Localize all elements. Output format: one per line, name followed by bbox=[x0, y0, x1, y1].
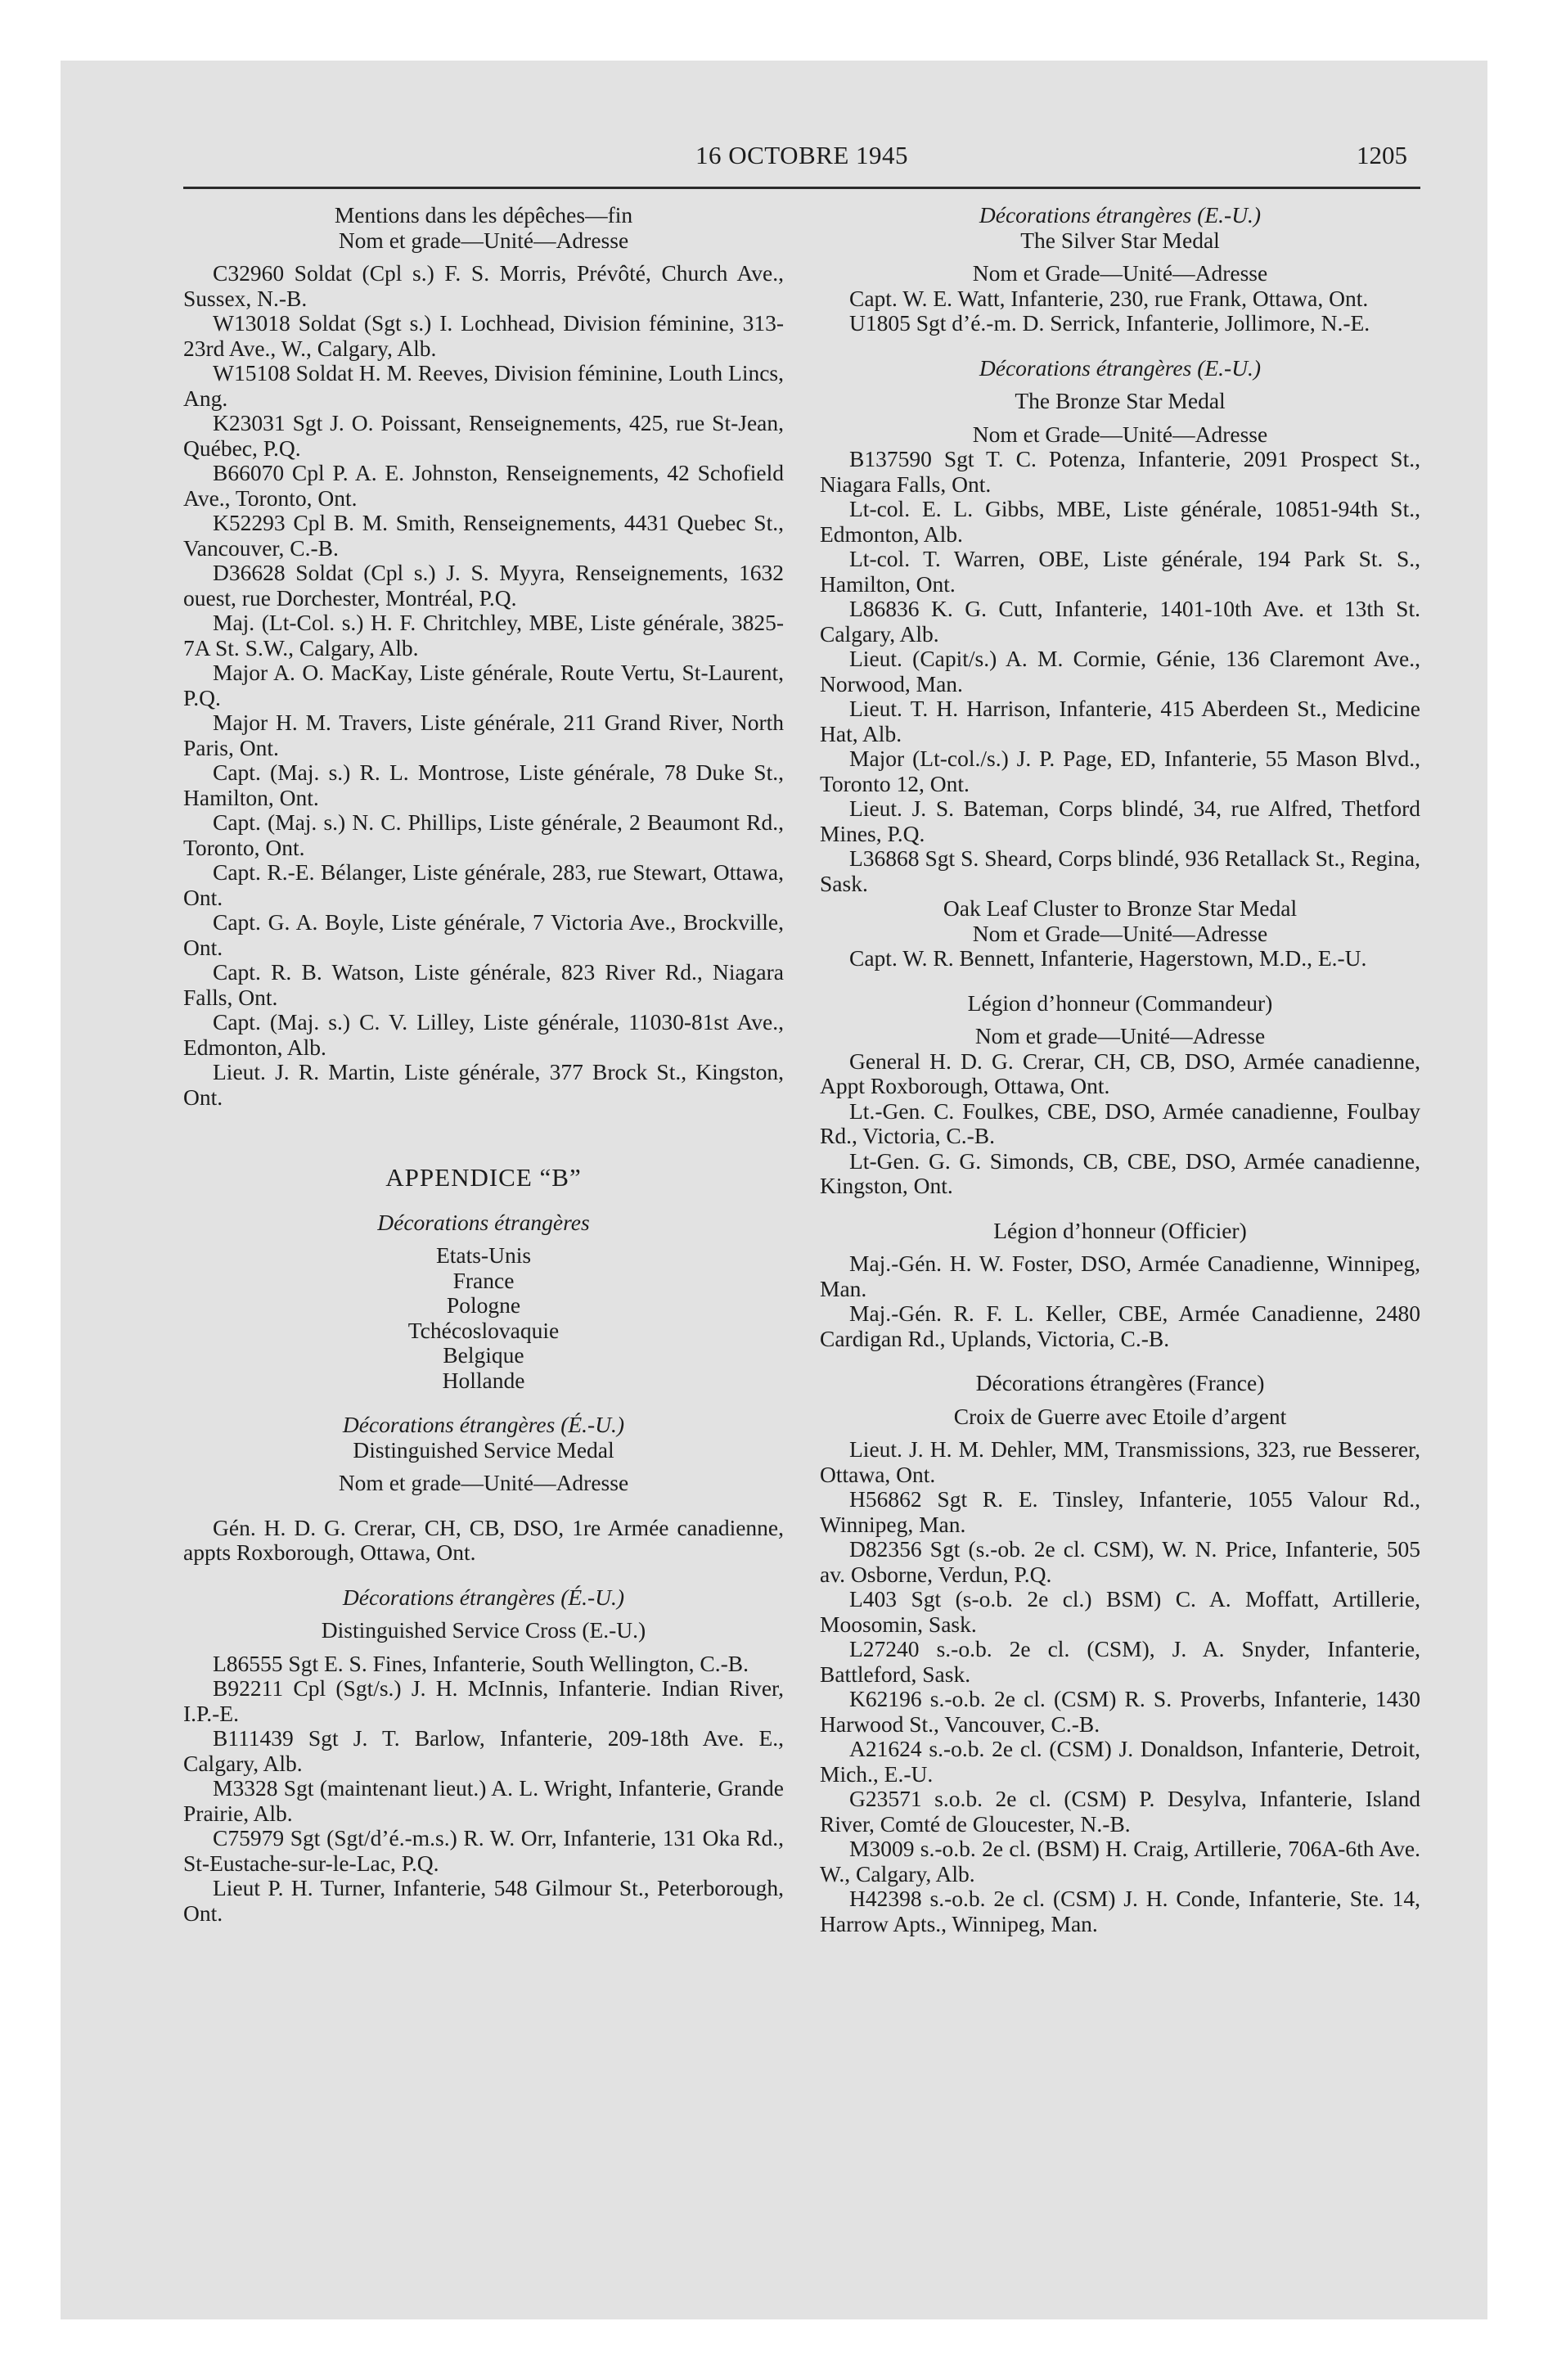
header-rule bbox=[183, 187, 1420, 189]
list-entry: Capt. W. R. Bennett, Infanterie, Hagerstown, M.D., E.-U. bbox=[849, 945, 1367, 971]
bronze-subtitle: Nom et Grade—Unité—Adresse bbox=[972, 421, 1268, 447]
list-entry: M3009 s.-o.b. 2e cl. (BSM) H. Craig, Artillerie, 706A-6th Ave. W., Calgary, Alb. bbox=[820, 1836, 1420, 1886]
page-date: 16 OCTOBRE 1945 bbox=[695, 141, 909, 169]
list-entry: Lieut. J. R. Martin, Liste générale, 377 Brock St., Kingston, Ont. bbox=[183, 1059, 784, 1110]
list-entry: B137590 Sgt T. C. Potenza, Infanterie, 2091 Prospect St., Niagara Falls, Ont. bbox=[820, 446, 1420, 497]
list-entry: K62196 s.-o.b. 2e cl. (CSM) R. S. Proverbs, Infanterie, 1430 Harwood St., Vancouver, C.-B. bbox=[820, 1686, 1420, 1737]
list-entry: K52293 Cpl B. M. Smith, Renseignements, 4431 Quebec St., Vancouver, C.-B. bbox=[183, 510, 784, 561]
country-item: Tchécoslovaquie bbox=[407, 1317, 560, 1343]
list-entry: Major A. O. MacKay, Liste générale, Route Vertu, St-Laurent, P.Q. bbox=[183, 660, 784, 710]
list-entry: W13018 Soldat (Sgt s.) I. Lochhead, Division féminine, 313-23rd Ave., W., Calgary, Alb. bbox=[183, 310, 784, 361]
lh-commandeur-list bbox=[820, 1049, 1420, 1199]
list-entry: L27240 s.-o.b. 2e cl. (CSM), J. A. Snyder, Infanterie, Battleford, Sask. bbox=[820, 1636, 1420, 1687]
france-section-title: Décorations étrangères (France) bbox=[975, 1370, 1265, 1395]
dsm-medal-name: Distinguished Service Medal bbox=[353, 1436, 614, 1463]
appendix-subtitle: Décorations étrangères bbox=[377, 1209, 590, 1235]
bronze-section-title: Décorations étrangères (E.-U.) bbox=[979, 354, 1262, 381]
mentions-list bbox=[183, 261, 784, 1110]
france-list bbox=[820, 1437, 1420, 1936]
list-entry: C32960 Soldat (Cpl s.) F. S. Morris, Prévôté, Church Ave., Sussex, N.-B. bbox=[183, 260, 784, 311]
oak-leaf-list bbox=[820, 946, 1420, 971]
list-entry: D36628 Soldat (Cpl s.) J. S. Myyra, Renseignements, 1632 ouest, rue Dorchester, Montréal, P.Q. bbox=[183, 560, 784, 611]
silver-section-title: Décorations étrangères (E.-U.) bbox=[979, 202, 1262, 228]
lh-commandeur-title: Légion d’honneur (Commandeur) bbox=[967, 989, 1273, 1016]
country-item: Belgique bbox=[443, 1342, 524, 1368]
list-entry: Major (Lt-col./s.) J. P. Page, ED, Infanterie, 55 Mason Blvd., Toronto 12, Ont. bbox=[820, 746, 1420, 796]
left-column bbox=[183, 203, 784, 1926]
list-entry: H42398 s.-o.b. 2e cl. (CSM) J. H. Conde, Infanterie, Ste. 14, Harrow Apts., Winnipeg, Man. bbox=[820, 1886, 1420, 1936]
list-entry: Capt. (Maj. s.) N. C. Phillips, Liste générale, 2 Beaumont Rd., Toronto, Ont. bbox=[183, 809, 784, 860]
lh-commandeur-subtitle: Nom et grade—Unité—Adresse bbox=[974, 1023, 1266, 1048]
dsc-medal-name: Distinguished Service Cross (E.-U.) bbox=[321, 1617, 646, 1643]
list-entry: Lieut P. H. Turner, Infanterie, 548 Gilmour St., Peterborough, Ont. bbox=[183, 1875, 784, 1926]
oak-leaf-subtitle: Nom et Grade—Unité—Adresse bbox=[972, 920, 1268, 946]
page-number: 1205 bbox=[1357, 141, 1407, 169]
appendix-title: APPENDICE “B” bbox=[385, 1163, 582, 1192]
dsc-section-title: Décorations étrangères (É.-U.) bbox=[342, 1584, 625, 1610]
list-entry: W15108 Soldat H. M. Reeves, Division féminine, Louth Lincs, Ang. bbox=[183, 360, 784, 411]
page-header bbox=[183, 137, 1420, 177]
country-item: Pologne bbox=[446, 1292, 521, 1318]
list-entry: L86836 K. G. Cutt, Infanterie, 1401-10th Ave. et 13th St. Calgary, Alb. bbox=[820, 596, 1420, 647]
list-entry: Capt. (Maj. s.) R. L. Montrose, Liste générale, 78 Duke St., Hamilton, Ont. bbox=[183, 760, 784, 810]
list-entry: D82356 Sgt (s.-ob. 2e cl. CSM), W. N. Price, Infanterie, 505 av. Osborne, Verdun, P.Q. bbox=[820, 1536, 1420, 1587]
list-entry: H56862 Sgt R. E. Tinsley, Infanterie, 1055 Valour Rd., Winnipeg, Man. bbox=[820, 1486, 1420, 1537]
list-entry: M3328 Sgt (maintenant lieut.) A. L. Wright, Infanterie, Grande Prairie, Alb. bbox=[183, 1775, 784, 1826]
list-entry: U1805 Sgt d’é.-m. D. Serrick, Infanterie, Jollimore, N.-E. bbox=[849, 310, 1370, 336]
silver-medal-name: The Silver Star Medal bbox=[1020, 227, 1220, 253]
list-entry: Major H. M. Travers, Liste générale, 211 Grand River, North Paris, Ont. bbox=[183, 710, 784, 760]
list-entry: Maj.-Gén. H. W. Foster, DSO, Armée Canadienne, Winnipeg, Man. bbox=[820, 1251, 1420, 1301]
list-entry: Capt. W. E. Watt, Infanterie, 230, rue Frank, Ottawa, Ont. bbox=[849, 285, 1369, 311]
list-entry: Lt.-Gen. C. Foulkes, CBE, DSO, Armée canadienne, Foulbay Rd., Victoria, C.-B. bbox=[820, 1098, 1420, 1148]
list-entry: Lieut. J. H. M. Dehler, MM, Transmissions, 323, rue Besserer, Ottawa, Ont. bbox=[820, 1436, 1420, 1487]
dsm-subtitle: Nom et grade—Unité—Adresse bbox=[338, 1470, 629, 1495]
country-item: Etats-Unis bbox=[435, 1242, 532, 1268]
list-entry: Lieut. J. S. Bateman, Corps blindé, 34, rue Alfred, Thetford Mines, P.Q. bbox=[820, 796, 1420, 846]
list-entry: Gén. H. D. G. Crerar, CH, CB, DSO, 1re Armée canadienne, appts Roxborough, Ottawa, Ont. bbox=[183, 1514, 784, 1565]
list-entry: Maj. (Lt-Col. s.) H. F. Chritchley, MBE, Liste générale, 3825-7A St. S.W., Calgary, Alb. bbox=[183, 610, 784, 660]
country-list bbox=[183, 1243, 784, 1393]
list-entry: Lieut. (Capit/s.) A. M. Cormie, Génie, 136 Claremont Ave., Norwood, Man. bbox=[820, 646, 1420, 696]
list-entry: Lieut. T. H. Harrison, Infanterie, 415 Aberdeen St., Medicine Hat, Alb. bbox=[820, 696, 1420, 746]
dsm-section-title: Décorations étrangères (É.-U.) bbox=[342, 1412, 625, 1437]
silver-subtitle: Nom et Grade—Unité—Adresse bbox=[972, 260, 1268, 286]
country-item: France bbox=[452, 1267, 515, 1293]
oak-leaf-title: Oak Leaf Cluster to Bronze Star Medal bbox=[943, 895, 1298, 921]
list-entry: B92211 Cpl (Sgt/s.) J. H. McInnis, Infanterie. Indian River, I.P.-E. bbox=[183, 1675, 784, 1726]
list-entry: B111439 Sgt J. T. Barlow, Infanterie, 209-18th Ave. E., Calgary, Alb. bbox=[183, 1725, 784, 1776]
list-entry: Lt-col. T. Warren, OBE, Liste générale, 194 Park St. S., Hamilton, Ont. bbox=[820, 546, 1420, 597]
list-entry: Capt. (Maj. s.) C. V. Lilley, Liste générale, 11030-81st Ave., Edmonton, Alb. bbox=[183, 1009, 784, 1060]
list-entry: Capt. G. A. Boyle, Liste générale, 7 Victoria Ave., Brockville, Ont. bbox=[183, 909, 784, 960]
lh-officier-list bbox=[820, 1251, 1420, 1351]
silver-list bbox=[820, 286, 1420, 336]
list-entry: Capt. R. B. Watson, Liste générale, 823 River Rd., Niagara Falls, Ont. bbox=[183, 959, 784, 1010]
list-entry: A21624 s.-o.b. 2e cl. (CSM) J. Donaldson, Infanterie, Detroit, Mich., E.-U. bbox=[820, 1736, 1420, 1787]
list-entry: Maj.-Gén. R. F. L. Keller, CBE, Armée Canadienne, 2480 Cardigan Rd., Uplands, Victoria, C.-B. bbox=[820, 1300, 1420, 1351]
list-entry: B66070 Cpl P. A. E. Johnston, Renseignements, 42 Schofield Ave., Toronto, Ont. bbox=[183, 460, 784, 511]
mentions-title: Mentions dans les dépêches—fin bbox=[334, 202, 633, 228]
lh-officier-title: Légion d’honneur (Officier) bbox=[993, 1217, 1247, 1243]
bronze-list bbox=[820, 447, 1420, 896]
list-entry: Capt. R.-E. Bélanger, Liste générale, 283, rue Stewart, Ottawa, Ont. bbox=[183, 859, 784, 910]
list-entry: C75979 Sgt (Sgt/d’é.-m.s.) R. W. Orr, Infanterie, 131 Oka Rd., St-Eustache-sur-le-Lac, P.Q. bbox=[183, 1825, 784, 1876]
list-entry: G23571 s.o.b. 2e cl. (CSM) P. Desylva, Infanterie, Island River, Comté de Gloucester, N.-B. bbox=[820, 1786, 1420, 1837]
list-entry: General H. D. G. Crerar, CH, CB, DSO, Armée canadienne, Appt Roxborough, Ottawa, Ont. bbox=[820, 1048, 1420, 1098]
list-entry: Lt-col. E. L. Gibbs, MBE, Liste générale, 10851-94th St., Edmonton, Alb. bbox=[820, 496, 1420, 547]
list-entry: L403 Sgt (s-o.b. 2e cl.) BSM) C. A. Moffatt, Artillerie, Moosomin, Sask. bbox=[820, 1586, 1420, 1637]
list-entry: Lt-Gen. G. G. Simonds, CB, CBE, DSO, Armée canadienne, Kingston, Ont. bbox=[820, 1147, 1420, 1198]
dsm-list bbox=[183, 1516, 784, 1566]
list-entry: L86555 Sgt E. S. Fines, Infanterie, South Wellington, C.-B. bbox=[213, 1650, 749, 1676]
list-entry: L36868 Sgt S. Sheard, Corps blindé, 936 Retallack St., Regina, Sask. bbox=[820, 845, 1420, 896]
right-column bbox=[820, 203, 1420, 1936]
dsc-list bbox=[183, 1652, 784, 1927]
france-medal-name: Croix de Guerre avec Etoile d’argent bbox=[953, 1403, 1287, 1429]
mentions-subtitle: Nom et grade—Unité—Adresse bbox=[338, 227, 629, 253]
country-item: Hollande bbox=[442, 1367, 525, 1393]
bronze-medal-name: The Bronze Star Medal bbox=[1015, 388, 1226, 413]
list-entry: K23031 Sgt J. O. Poissant, Renseignements, 425, rue St-Jean, Québec, P.Q. bbox=[183, 410, 784, 461]
